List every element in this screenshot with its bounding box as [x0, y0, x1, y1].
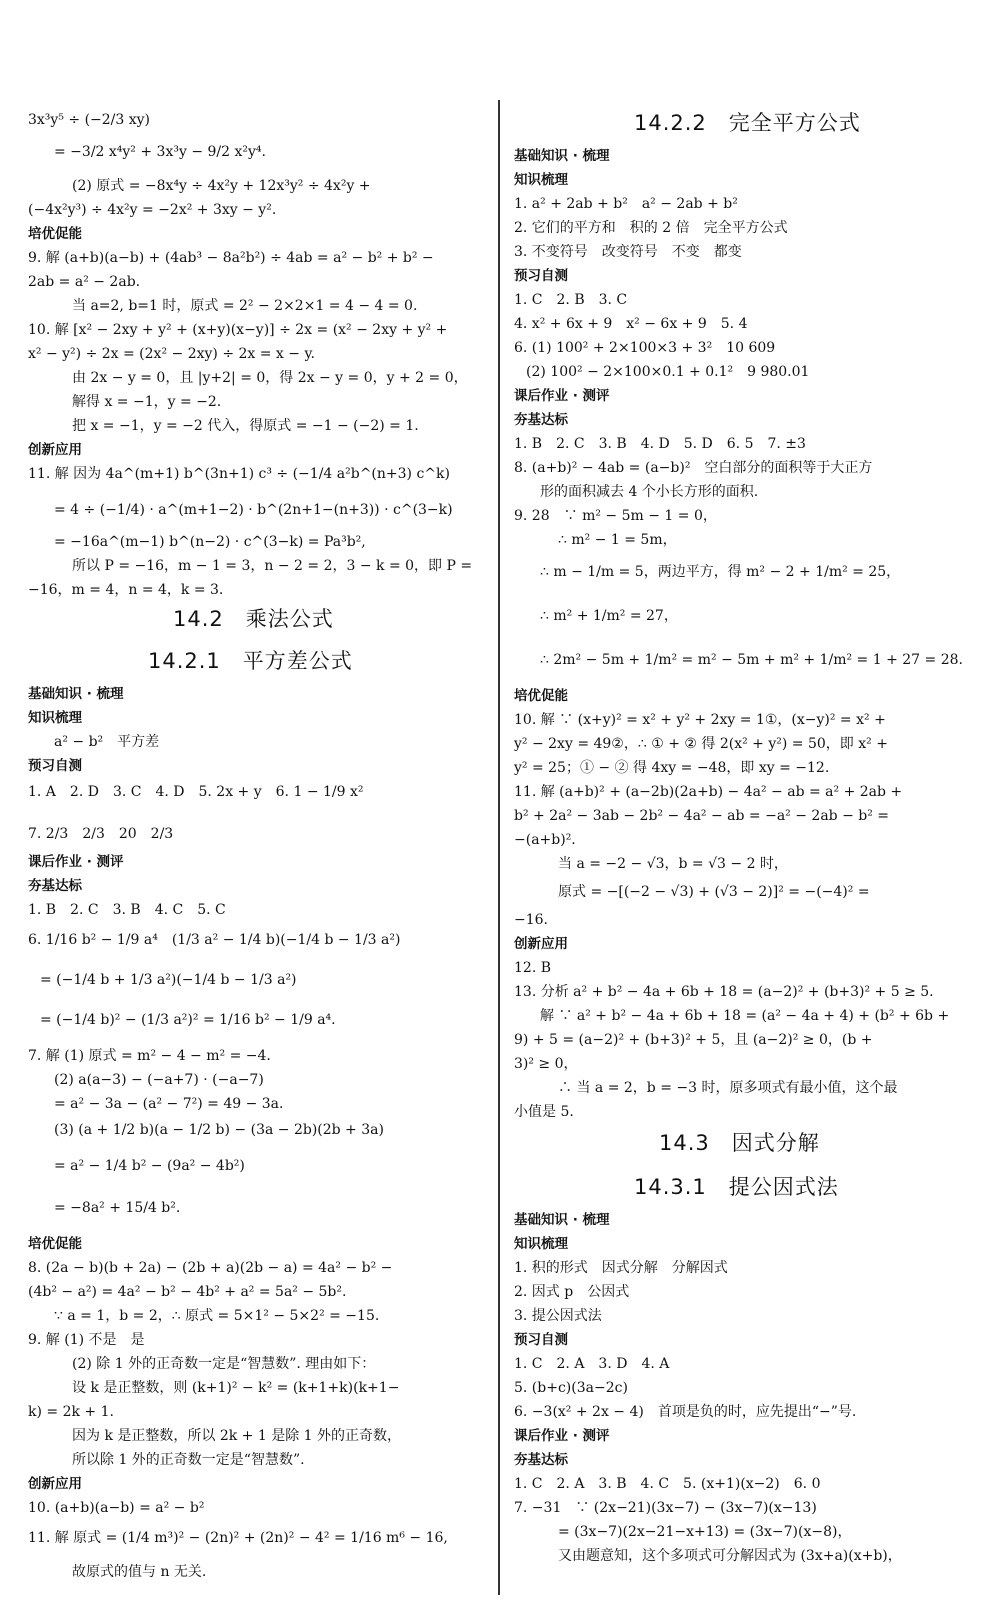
- right-line: 基础知识 · 梳理: [514, 1212, 610, 1228]
- left-line: = −8a² + 15/4 b².: [54, 1200, 181, 1216]
- left-line: 9. 解 (a+b)(a−b) + (4ab³ − 8a²b²) ÷ 4ab = a² − b² + b² −: [28, 250, 434, 266]
- right-line: 6. −3(x² + 2x − 4) 首项是负的时，应先提出“−”号.: [514, 1404, 857, 1420]
- left-line: = 4 ÷ (−1/4) · a^(m+1−2) · b^(2n+1−(n+3)) · c^(3−k): [54, 502, 453, 518]
- left-line: (−4x²y³) ÷ 4x²y = −2x² + 3xy − y².: [28, 202, 277, 218]
- right-line: 夯基达标: [514, 412, 568, 428]
- left-line: = a² − 3a − (a² − 7²) = 49 − 3a.: [54, 1096, 284, 1112]
- right-line: ∴ m − 1/m = 5，两边平方，得 m² − 2 + 1/m² = 25，: [540, 564, 901, 580]
- left-line: 8. (2a − b)(b + 2a) − (2b + a)(2b − a) = 4a² − b² −: [28, 1260, 393, 1276]
- left-line: 14.2.1 平方差公式: [148, 649, 353, 673]
- right-line: 5. (b+c)(3a−2c): [514, 1380, 628, 1396]
- right-line: 1. a² + 2ab + b² a² − 2ab + b²: [514, 196, 738, 212]
- left-line: = −16a^(m−1) b^(n−2) · c^(3−k) = Pa³b²,: [54, 534, 366, 550]
- left-line: 1. B 2. C 3. B 4. C 5. C: [28, 902, 226, 918]
- left-line: 14.2 乘法公式: [173, 607, 334, 631]
- left-line: 培优促能: [28, 1236, 82, 1252]
- left-line: (3) (a + 1/2 b)(a − 1/2 b) − (3a − 2b)(2b + 3a): [54, 1122, 384, 1138]
- right-line: 培优促能: [514, 688, 568, 704]
- right-line: 2. 因式 p 公因式: [514, 1284, 630, 1300]
- right-line: 知识梳理: [514, 172, 568, 188]
- left-line: 设 k 是正整数，则 (k+1)² − k² = (k+1+k)(k+1−: [72, 1380, 400, 1396]
- right-line: 1. C 2. B 3. C: [514, 292, 628, 308]
- left-line: (4b² − a²) = 4a² − b² − 4b² + a² = 5a² − 5b².: [28, 1284, 347, 1300]
- left-line: 故原式的值与 n 无关.: [72, 1564, 207, 1580]
- left-line: 7. 解 (1) 原式 = m² − 4 − m² = −4.: [28, 1048, 271, 1064]
- right-line: 1. B 2. C 3. B 4. D 5. D 6. 5 7. ±3: [514, 436, 806, 452]
- left-line: 夯基达标: [28, 878, 82, 894]
- left-line: 11. 解 原式 = (1/4 m³)² − (2n)² + (2n)² − 4² = 1/16 m⁶ − 16,: [28, 1530, 448, 1546]
- right-line: 知识梳理: [514, 1236, 568, 1252]
- right-line: 课后作业 · 测评: [514, 1428, 610, 1444]
- left-line: 基础知识 · 梳理: [28, 686, 124, 702]
- right-line: ∴ 当 a = 2，b = −3 时，原多项式有最小值，这个最: [558, 1080, 898, 1096]
- right-line: 预习自测: [514, 1332, 568, 1348]
- right-line: 1. C 2. A 3. D 4. A: [514, 1356, 670, 1372]
- right-line: ∴ 2m² − 5m + 1/m² = m² − 5m + m² + 1/m² = 1 + 27 = 28.: [540, 652, 963, 668]
- right-line: 10. 解 ∵ (x+y)² = x² + y² + 2xy = 1①，(x−y)² = x² +: [514, 712, 886, 728]
- right-line: 8. (a+b)² − 4ab = (a−b)² 空白部分的面积等于大正方: [514, 460, 873, 476]
- left-line: 7. 2/3 2/3 20 2/3: [28, 826, 174, 842]
- right-line: y² − 2xy = 49②，∴ ① + ② 得 2(x² + y²) = 50，即 x² +: [514, 736, 888, 752]
- right-line: 9) + 5 = (a−2)² + (b+3)² + 5，且 (a−2)² ≥ 0，(b +: [514, 1032, 873, 1048]
- right-line: 7. −31 ∵ (2x−21)(3x−7) − (3x−7)(x−13): [514, 1500, 817, 1516]
- right-line: ∴ m² + 1/m² = 27，: [540, 608, 678, 624]
- left-line: −16，m = 4，n = 4，k = 3.: [28, 582, 224, 598]
- left-line: = a² − 1/4 b² − (9a² − 4b²): [54, 1158, 245, 1174]
- column-divider: [498, 100, 500, 1595]
- left-line: 创新应用: [28, 442, 82, 458]
- right-line: 形的面积减去 4 个小长方形的面积.: [540, 484, 759, 500]
- left-line: 10. 解 [x² − 2xy + y² + (x+y)(x−y)] ÷ 2x = (x² − 2xy + y² +: [28, 322, 448, 338]
- right-line: 解 ∵ a² + b² − 4a + 6b + 18 = (a² − 4a + 4) + (b² + 6b +: [540, 1008, 950, 1024]
- left-line: 课后作业 · 测评: [28, 854, 124, 870]
- left-line: 所以 P = −16，m − 1 = 3，n − 2 = 2，3 − k = 0，即 P =: [72, 558, 473, 574]
- left-line: ∵ a = 1，b = 2，∴ 原式 = 5×1² − 5×2² = −15.: [54, 1308, 380, 1324]
- right-line: 9. 28 ∵ m² − 5m − 1 = 0，: [514, 508, 717, 524]
- left-line: = (−1/4 b)² − (1/3 a²)² = 1/16 b² − 1/9 a⁴.: [40, 1012, 336, 1028]
- left-line: 培优促能: [28, 226, 82, 242]
- left-line: 由 2x − y = 0，且 |y+2| = 0，得 2x − y = 0，y + 2 = 0，: [72, 370, 468, 386]
- left-line: (2) a(a−3) − (−a+7) · (−a−7): [54, 1072, 264, 1088]
- left-line: x² − y²) ÷ 2x = (2x² − 2xy) ÷ 2x = x − y.: [28, 346, 315, 362]
- right-line: 3. 不变符号 改变符号 不变 都变: [514, 244, 742, 260]
- left-line: 因为 k 是正整数，所以 2k + 1 是除 1 外的正奇数，: [72, 1428, 402, 1444]
- left-line: 10. (a+b)(a−b) = a² − b²: [28, 1500, 205, 1516]
- right-line: 小值是 5.: [514, 1104, 574, 1120]
- left-line: 11. 解 因为 4a^(m+1) b^(3n+1) c³ ÷ (−1/4 a²b^(n+3) c^k): [28, 466, 450, 482]
- left-line: 知识梳理: [28, 710, 82, 726]
- right-line: b² + 2a² − 3ab − 2b² − 4a² − ab = −a² − 2ab − b² =: [514, 808, 890, 824]
- left-line: 3x³y⁵ ÷ (−2/3 xy): [28, 112, 151, 128]
- left-line: = −3/2 x⁴y² + 3x³y − 9/2 x²y⁴.: [54, 144, 266, 160]
- right-line: 11. 解 (a+b)² + (a−2b)(2a+b) − 4a² − ab = a² + 2ab +: [514, 784, 903, 800]
- left-line: 当 a=2, b=1 时，原式 = 2² − 2×2×1 = 4 − 4 = 0.: [72, 298, 418, 314]
- right-line: = (3x−7)(2x−21−x+13) = (3x−7)(x−8)，: [558, 1524, 852, 1540]
- left-line: 2ab = a² − 2ab.: [28, 274, 141, 290]
- right-line: ∴ m² − 1 = 5m，: [558, 532, 677, 548]
- right-line: 创新应用: [514, 936, 568, 952]
- right-line: 14.3 因式分解: [659, 1131, 820, 1155]
- left-line: 创新应用: [28, 1476, 82, 1492]
- left-line: (2) 原式 = −8x⁴y ÷ 4x²y + 12x³y² ÷ 4x²y +: [72, 178, 371, 194]
- right-line: 3. 提公因式法: [514, 1308, 602, 1324]
- left-line: 所以除 1 外的正奇数一定是“智慧数”.: [72, 1452, 305, 1468]
- right-line: 13. 分析 a² + b² − 4a + 6b + 18 = (a−2)² + (b+3)² + 5 ≥ 5.: [514, 984, 934, 1000]
- left-line: 把 x = −1，y = −2 代入，得原式 = −1 − (−2) = 1.: [72, 418, 419, 434]
- left-line: k) = 2k + 1.: [28, 1404, 114, 1420]
- right-line: 当 a = −2 − √3，b = √3 − 2 时，: [558, 856, 788, 872]
- right-column: [502, 0, 996, 1600]
- right-line: 1. 积的形式 因式分解 分解因式: [514, 1260, 728, 1276]
- right-line: 12. B: [514, 960, 552, 976]
- right-line: y² = 25；① − ② 得 4xy = −48，即 xy = −12.: [514, 760, 830, 776]
- right-line: −(a+b)².: [514, 832, 576, 848]
- right-line: 14.3.1 提公因式法: [634, 1175, 839, 1199]
- left-line: 预习自测: [28, 758, 82, 774]
- right-line: 课后作业 · 测评: [514, 388, 610, 404]
- left-line: 9. 解 (1) 不是 是: [28, 1332, 145, 1348]
- right-line: 2. 它们的平方和 积的 2 倍 完全平方公式: [514, 220, 788, 236]
- right-line: (2) 100² − 2×100×0.1 + 0.1² 9 980.01: [526, 364, 810, 380]
- left-line: 6. 1/16 b² − 1/9 a⁴ (1/3 a² − 1/4 b)(−1/4 b − 1/3 a²): [28, 932, 401, 948]
- left-line: a² − b² 平方差: [54, 734, 160, 750]
- left-line: 解得 x = −1，y = −2.: [72, 394, 222, 410]
- left-line: = (−1/4 b + 1/3 a²)(−1/4 b − 1/3 a²): [40, 972, 297, 988]
- right-line: 预习自测: [514, 268, 568, 284]
- right-line: 14.2.2 完全平方公式: [634, 111, 861, 135]
- right-line: 6. (1) 100² + 2×100×3 + 3² 10 609: [514, 340, 776, 356]
- left-line: 1. A 2. D 3. C 4. D 5. 2x + y 6. 1 − 1/9 x²: [28, 784, 364, 800]
- right-line: 原式 = −[(−2 − √3) + (√3 − 2)]² = −(−4)² =: [558, 884, 870, 900]
- right-line: 夯基达标: [514, 1452, 568, 1468]
- right-line: 1. C 2. A 3. B 4. C 5. (x+1)(x−2) 6. 0: [514, 1476, 821, 1492]
- left-line: (2) 除 1 外的正奇数一定是“智慧数”. 理由如下：: [72, 1356, 376, 1372]
- right-line: 又由题意知，这个多项式可分解因式为 (3x+a)(x+b)，: [558, 1548, 902, 1564]
- right-line: 4. x² + 6x + 9 x² − 6x + 9 5. 4: [514, 316, 748, 332]
- right-line: −16.: [514, 912, 548, 928]
- right-line: 基础知识 · 梳理: [514, 148, 610, 164]
- right-line: 3)² ≥ 0，: [514, 1056, 578, 1072]
